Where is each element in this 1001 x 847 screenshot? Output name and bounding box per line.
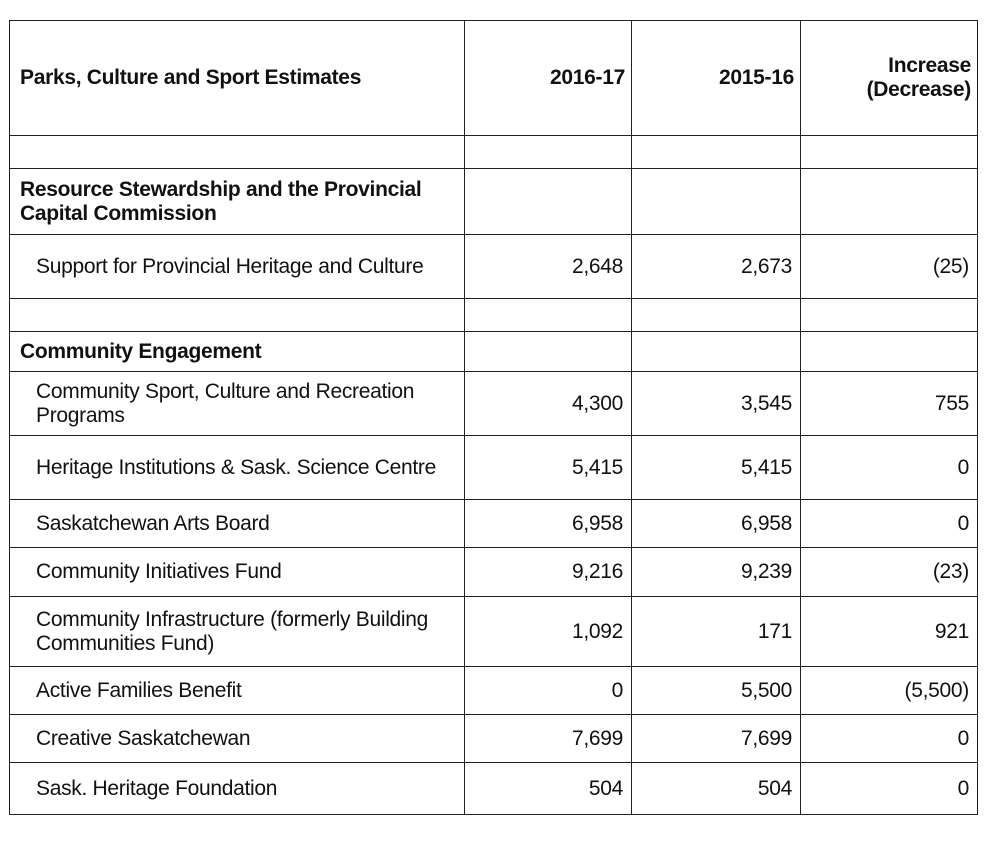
value-2016-17: 504	[465, 763, 632, 815]
value-change: 921	[801, 597, 978, 667]
row-label: Community Infrastructure (formerly Building Communities Fund)	[10, 597, 465, 667]
value-2016-17: 2,648	[465, 235, 632, 299]
section-row	[10, 332, 978, 372]
row-label: Support for Provincial Heritage and Culture	[10, 235, 465, 299]
value-change: (23)	[801, 548, 978, 597]
column-header-increase-decrease	[801, 21, 978, 136]
value-2015-16: 171	[632, 597, 801, 667]
value-change: 0	[801, 715, 978, 763]
column-header-2016-17: 2016-17	[465, 21, 632, 136]
table-row	[10, 235, 978, 299]
value-2016-17: 9,216	[465, 548, 632, 597]
row-label: Active Families Benefit	[10, 667, 465, 715]
value-2015-16: 3,545	[632, 372, 801, 436]
row-label: Saskatchewan Arts Board	[10, 500, 465, 548]
empty-cell	[465, 299, 632, 332]
value-2015-16: 504	[632, 763, 801, 815]
empty-cell	[632, 332, 801, 372]
value-change: 0	[801, 436, 978, 500]
table-row	[10, 715, 978, 763]
section-title-resource-stewardship: Resource Stewardship and the Provincial Capital Commission	[10, 169, 465, 235]
row-label: Creative Saskatchewan	[10, 715, 465, 763]
value-change: 0	[801, 500, 978, 548]
value-change: (25)	[801, 235, 978, 299]
value-2015-16: 2,673	[632, 235, 801, 299]
empty-cell	[801, 169, 978, 235]
section-row	[10, 169, 978, 235]
value-2015-16: 6,958	[632, 500, 801, 548]
row-label: Sask. Heritage Foundation	[10, 763, 465, 815]
value-2015-16: 5,500	[632, 667, 801, 715]
estimates-table	[9, 20, 978, 815]
empty-cell	[801, 136, 978, 169]
value-2015-16: 9,239	[632, 548, 801, 597]
empty-cell	[801, 299, 978, 332]
value-2016-17: 4,300	[465, 372, 632, 436]
empty-cell	[10, 136, 465, 169]
header-row	[10, 21, 978, 136]
column-header-increase: Increase	[888, 54, 971, 77]
value-2016-17: 5,415	[465, 436, 632, 500]
table-row	[10, 500, 978, 548]
spacer-row	[10, 136, 978, 169]
value-change: 755	[801, 372, 978, 436]
table-row	[10, 548, 978, 597]
empty-cell	[632, 169, 801, 235]
section-title-community-engagement: Community Engagement	[10, 332, 465, 372]
empty-cell	[10, 299, 465, 332]
row-label: Heritage Institutions & Sask. Science Centre	[10, 436, 465, 500]
table-row	[10, 763, 978, 815]
row-label: Community Initiatives Fund	[10, 548, 465, 597]
empty-cell	[801, 332, 978, 372]
table-row	[10, 372, 978, 436]
value-2016-17: 0	[465, 667, 632, 715]
empty-cell	[465, 169, 632, 235]
column-header-decrease: (Decrease)	[866, 78, 971, 101]
empty-cell	[632, 299, 801, 332]
value-2015-16: 7,699	[632, 715, 801, 763]
empty-cell	[465, 332, 632, 372]
row-label: Community Sport, Culture and Recreation Programs	[10, 372, 465, 436]
value-2016-17: 7,699	[465, 715, 632, 763]
empty-cell	[632, 136, 801, 169]
value-2015-16: 5,415	[632, 436, 801, 500]
empty-cell	[465, 136, 632, 169]
value-change: (5,500)	[801, 667, 978, 715]
value-change: 0	[801, 763, 978, 815]
table-title: Parks, Culture and Sport Estimates	[10, 21, 465, 136]
column-header-2015-16: 2015-16	[632, 21, 801, 136]
table-row	[10, 667, 978, 715]
table-row	[10, 597, 978, 667]
table-row	[10, 436, 978, 500]
spacer-row	[10, 299, 978, 332]
value-2016-17: 1,092	[465, 597, 632, 667]
value-2016-17: 6,958	[465, 500, 632, 548]
